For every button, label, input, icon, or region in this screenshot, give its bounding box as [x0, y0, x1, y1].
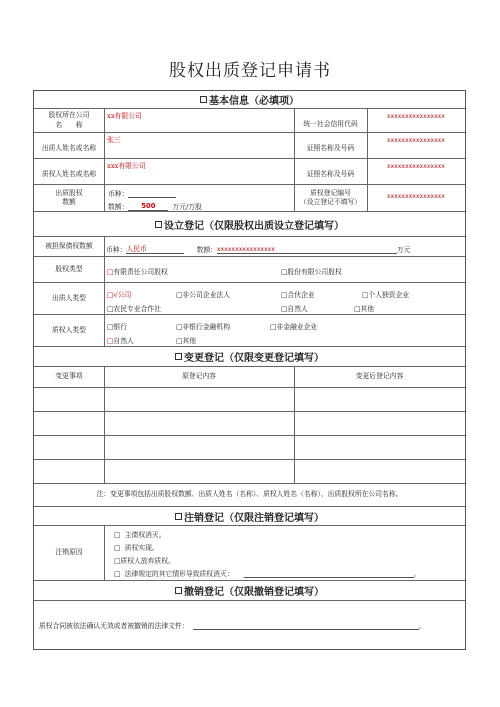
change-header-original: 原登记内容	[182, 372, 216, 381]
pledgor-label: 出质人姓名或名称	[41, 143, 97, 152]
credit-code-label: 统一社会信用代码	[303, 119, 358, 128]
pledgee-type-label: 质权人类型	[52, 325, 86, 334]
cancel-reason-debt[interactable]: □ 主债权消灭。	[114, 531, 166, 539]
quantity-value[interactable]: 500	[128, 202, 168, 211]
cancel-reason-legal[interactable]: □ 法律规定的其它情形导致质权消灭： 。	[114, 570, 421, 578]
checkbox-revoke[interactable]	[175, 587, 182, 594]
reg-no-label-2: （设立登记不填写）	[299, 198, 362, 206]
debt-amount-unit: 万元	[396, 246, 411, 254]
change-note: 注：变更事项包括出质股权数额、出质人姓名（名称）、质权人姓名（名称）、出质股权所在公司名称。	[96, 490, 403, 499]
checkbox-setup[interactable]	[155, 221, 162, 228]
currency-field[interactable]	[128, 189, 176, 198]
equity-type-label: 股权类型	[55, 264, 83, 273]
debt-amount-label: 数额：	[196, 246, 217, 254]
company-value[interactable]: xx有限公司	[107, 112, 142, 120]
row-company	[34, 109, 465, 133]
row-revoke: 质权合同被依法确认无效或者被撤销的法律文件： 。	[39, 622, 426, 630]
page-title: 股权出质登记申请书	[169, 61, 331, 81]
change-row[interactable]	[34, 436, 465, 460]
id-label-1: 证照名称及号码	[306, 143, 355, 152]
reg-no-label-1: 质权登记编号	[310, 188, 351, 197]
id-label-2: 证照名称及号码	[306, 169, 355, 178]
pledgee-value[interactable]: xxx有限公司	[107, 162, 146, 170]
cancel-reason-label: 注销原因	[55, 548, 83, 557]
pledgor-type-option-partnership[interactable]: □合伙企业	[281, 291, 315, 299]
row-pledgee	[34, 159, 465, 185]
change-header-item: 变更事项	[55, 372, 83, 381]
equity-type-option-llc[interactable]: □有限责任公司股权	[107, 268, 168, 276]
checkbox-cancel[interactable]	[175, 513, 182, 520]
section-header-basic: 基本信息（必填项）	[34, 91, 465, 109]
pledgor-type-option-other[interactable]: □其他	[354, 305, 375, 313]
row-cancel-reason	[34, 526, 465, 581]
debt-currency-label: 币种：	[106, 246, 127, 254]
change-header-new: 变更后登记内容	[355, 372, 404, 381]
id-value-1[interactable]: xxxxxxxxxxxxxxxx	[386, 138, 446, 144]
pledgor-type-option-non-company[interactable]: □非公司企业法人	[176, 291, 230, 299]
pledgee-type-option-person[interactable]: □自然人	[107, 337, 134, 345]
section-header-cancel: 注销登记（仅限注销登记填写）	[34, 507, 465, 526]
section-header-revoke: 撤销登记（仅限撤销登记填写）	[34, 581, 465, 601]
amount-label-2: 数额	[62, 198, 76, 206]
pledgor-value[interactable]: 张三	[107, 136, 121, 144]
cancel-reason-realized[interactable]: □ 质权实现。	[114, 544, 159, 552]
row-equity-type	[34, 257, 465, 283]
pledgor-type-option-coop[interactable]: □农民专业合作社	[107, 305, 161, 313]
row-pledgee-type	[34, 315, 465, 347]
reg-no-value[interactable]: xxxxxxxxxxxxxxxx	[386, 194, 446, 201]
change-header-row	[34, 367, 465, 388]
row-debt	[34, 237, 465, 257]
row-pledgor-type	[34, 283, 465, 315]
change-row[interactable]	[34, 388, 465, 412]
application-form	[33, 90, 466, 650]
pledgor-type-option-company[interactable]: □√公司	[107, 291, 132, 299]
change-row[interactable]	[34, 412, 465, 436]
currency-label: 币种：	[108, 190, 129, 198]
cancel-reason-legal-field[interactable]	[244, 569, 414, 578]
company-label-2: 名 称	[55, 120, 83, 129]
credit-code-value[interactable]: xxxxxxxxxxxxxxxx	[386, 114, 446, 120]
checkbox-change[interactable]	[175, 353, 182, 360]
pledgee-label: 质权人姓名或名称	[41, 169, 97, 178]
pledgee-type-option-nonfin[interactable]: □非金融业企业	[270, 323, 318, 331]
equity-type-option-jsc[interactable]: □股份有限公司股权	[281, 268, 342, 276]
pledgor-type-option-person[interactable]: □自然人	[281, 305, 308, 313]
revoke-text: 质权合同被依法确认无效或者被撤销的法律文件：	[39, 622, 189, 630]
cancel-reason-waived[interactable]: □质权人放弃质权。	[114, 557, 175, 565]
company-label-1: 股权所在公司	[48, 111, 90, 120]
row-amount	[34, 185, 465, 212]
pledgee-type-option-bank[interactable]: □银行	[107, 323, 128, 331]
section-header-setup: 设立登记（仅限股权出质设立登记填写）	[34, 212, 465, 237]
row-pledgor	[34, 133, 465, 159]
debt-currency-value[interactable]: 人民币	[126, 243, 184, 254]
checkbox-basic[interactable]	[200, 96, 207, 103]
revoke-document-field[interactable]	[193, 621, 419, 630]
pledgee-type-option-other[interactable]: □其他	[176, 337, 197, 345]
quantity-unit: 万元/万股	[172, 203, 202, 211]
change-row[interactable]	[34, 460, 465, 484]
id-value-2[interactable]: xxxxxxxxxxxxxxxx	[386, 164, 446, 170]
section-header-change: 变更登记（仅限变更登记填写）	[34, 347, 465, 367]
change-note-row	[34, 484, 465, 507]
amount-label-1: 出质股权	[55, 188, 83, 197]
pledgor-type-label: 出质人类型	[52, 293, 86, 302]
pledgee-type-option-nonbank[interactable]: □非银行金融机构	[176, 323, 230, 331]
pledgor-type-option-sole[interactable]: □个人独资企业	[362, 291, 410, 299]
quantity-label: 数额：	[108, 203, 129, 211]
debt-label: 被担保债权数额	[45, 241, 93, 250]
debt-amount-value[interactable]: xxxxxxxxxxxxxxxx	[217, 247, 397, 254]
